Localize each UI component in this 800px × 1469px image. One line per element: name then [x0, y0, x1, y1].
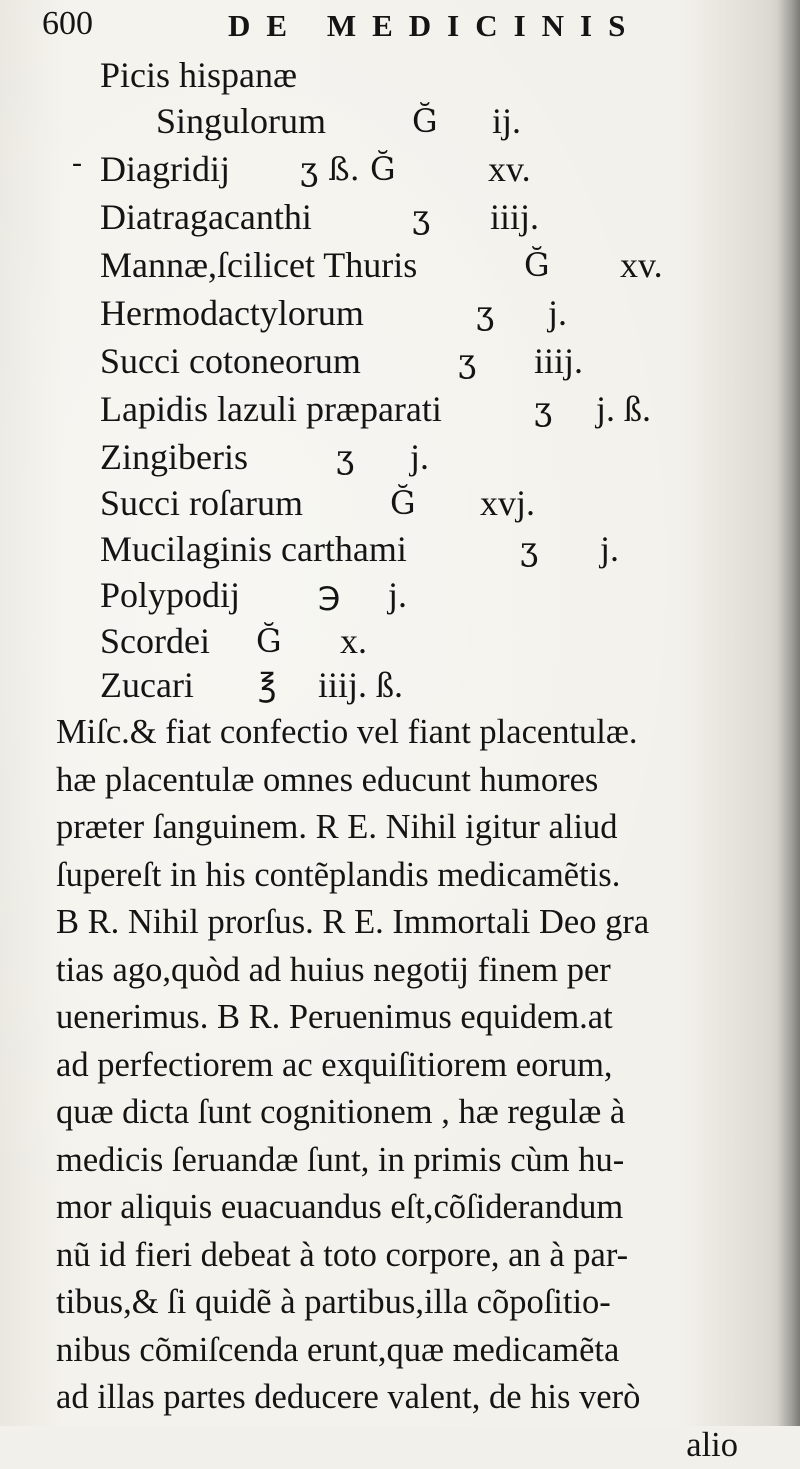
ingredient-amount: xv. — [620, 245, 663, 285]
recipe-line — [100, 616, 500, 666]
body-text-line: præter ſanguinem. R E. Nihil igitur aliud — [56, 808, 618, 846]
ingredient-amount: j. ß. — [596, 389, 652, 429]
ingredient-name: Polypodij — [100, 575, 241, 615]
ingredient-amount: ij. — [492, 101, 522, 141]
ingredient-amount: xvj. — [480, 483, 536, 523]
measure-symbol: Ğ — [256, 622, 282, 660]
running-title: DE MEDICINIS — [228, 8, 642, 43]
ingredient-name: Lapidis lazuli præparati — [100, 389, 442, 429]
ingredient-name: Diatragacanthi — [100, 197, 312, 237]
ingredient-amount: j. — [548, 293, 568, 333]
recipe-line — [100, 192, 600, 242]
body-text-line: nibus cõmiſcenda erunt,quæ medicamẽta — [56, 1330, 620, 1369]
recipe-line — [100, 50, 500, 100]
body-text-line: tias ago,quòd ad huius negotij finem per — [56, 950, 611, 989]
body-text-line: quæ dicta ſunt cognitionem , hæ regulæ à — [56, 1093, 626, 1131]
body-text-line: ſupereſt in his contẽplandis medicamẽtis. — [56, 855, 621, 894]
recipe-line — [100, 144, 600, 194]
measure-symbol: ℈ — [318, 576, 341, 614]
ingredient-name: Zucari — [100, 665, 194, 705]
ingredient-name: Singulorum — [156, 101, 327, 141]
ingredient-amount: iiij. — [534, 341, 584, 381]
body-text-line: Miſc.& fiat confectio vel fiant placentulæ. — [56, 713, 638, 751]
ingredient-name: Zingiberis — [100, 437, 248, 477]
ingredient-amount: iiij. — [490, 197, 540, 237]
ingredient-amount: x. — [340, 621, 367, 661]
measure-symbol: ʒ — [458, 342, 477, 380]
measure-symbol: ʒ — [520, 530, 539, 568]
recipe-line — [100, 432, 500, 482]
ingredient-amount: j. — [388, 575, 408, 615]
body-text-line: B R. Nihil prorſus. R E. Immortali Deo gra — [56, 903, 650, 941]
ingredient-amount: xv. — [488, 149, 531, 189]
ingredient-name: Hermodactylorum — [100, 293, 364, 333]
ingredient-name: Scordei — [100, 621, 210, 661]
ingredient-name: Succi cotoneorum — [100, 341, 361, 381]
margin-dash: - — [72, 146, 82, 179]
measure-symbol: Ğ — [412, 102, 438, 140]
body-text-line: nũ id fieri debeat à toto corpore, an à par- — [56, 1235, 629, 1274]
ingredient-amount: iiij. ß. — [318, 665, 404, 705]
ingredient-name: Succi roſarum — [100, 483, 303, 523]
recipe-line — [100, 288, 600, 338]
ingredient-amount: j. — [600, 529, 620, 569]
ingredient-name: Mucilaginis carthami — [100, 529, 407, 569]
catchword: alio — [686, 1425, 738, 1464]
body-text-line: ad illas partes deducere valent, de his verò — [56, 1378, 641, 1416]
recipe-line — [100, 384, 700, 434]
body-text-line: uenerimus. B R. Peruenimus equidem.at — [56, 998, 613, 1036]
measure-symbol: ʒ — [336, 438, 355, 476]
page-edge-shadow — [778, 0, 800, 1426]
ingredient-name: Picis hispanæ — [100, 55, 298, 95]
body-text-line: ad perfectiorem ac exquiſitiorem eorum, — [56, 1045, 613, 1084]
body-text-line: hæ placentulæ omnes educunt humores — [56, 760, 599, 799]
page-number: 600 — [42, 5, 93, 42]
measure-symbol: ℥ — [258, 666, 277, 704]
measure-symbol: Ğ — [390, 484, 416, 522]
body-text-line: medicis ſeruandæ ſunt, in primis cùm hu- — [56, 1140, 625, 1179]
measure-symbol: Ğ — [524, 246, 550, 284]
recipe-line — [100, 240, 700, 290]
recipe-line — [156, 96, 556, 146]
ingredient-name: Diagridij — [100, 149, 230, 189]
recipe-line — [100, 570, 500, 620]
measure-symbol: ʒ — [476, 294, 495, 332]
ingredient-amount: j. — [410, 437, 430, 477]
measure-symbol: ʒ — [412, 198, 431, 236]
recipe-line — [100, 660, 500, 710]
measure-symbol: ʒ ß. Ğ — [300, 150, 396, 188]
ingredient-name: Mannæ,ſcilicet Thuris — [100, 245, 418, 285]
body-text-line: tibus,& ſi quidẽ à partibus,illa cõpoſitio- — [56, 1283, 611, 1321]
body-text-line: mor aliquis euacuandus eſt,cõſiderandum — [56, 1188, 624, 1226]
recipe-line — [100, 336, 600, 386]
measure-symbol: ʒ — [534, 390, 553, 428]
recipe-line — [100, 478, 600, 528]
recipe-line — [100, 524, 700, 574]
